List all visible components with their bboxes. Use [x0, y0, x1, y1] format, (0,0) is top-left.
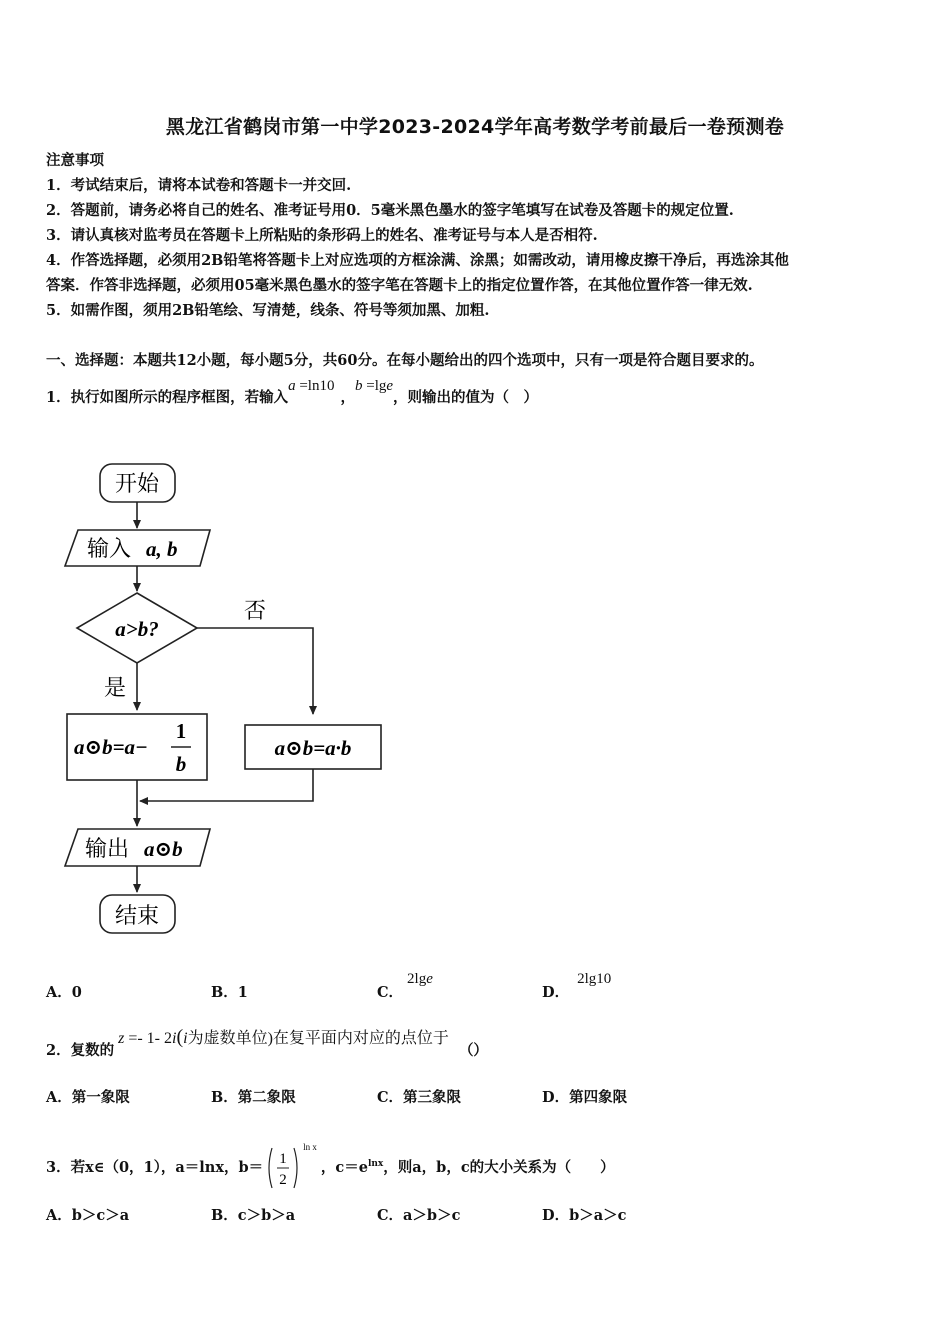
no-box-expr: a⊙b=a·b: [274, 736, 352, 760]
no-label: 否: [244, 599, 267, 624]
q2-option-d: D．第四象限: [542, 1089, 628, 1106]
input-label: 输入: [87, 537, 132, 562]
output-label: 输出: [85, 837, 130, 862]
q2-option-c: C．第三象限: [377, 1089, 462, 1106]
section-heading: 一、选择题：本题共12小题，每小题5分，共60分。在每小题给出的四个选项中，只有一项是符合题目要求的。: [46, 352, 764, 369]
q2-option-b: B．第二象限: [211, 1089, 296, 1106]
q1-option-d: D．2lg10: [542, 971, 612, 1001]
question-2: [46, 1026, 488, 1061]
yes-box-frac-den: b: [175, 752, 187, 776]
q2-option-a: A．第一象限: [46, 1089, 130, 1106]
notice-heading: 注意事项: [46, 152, 104, 169]
svg-text:2: 2: [279, 1172, 287, 1188]
q1-comma: ，: [340, 389, 355, 406]
start-label: 开始: [114, 472, 160, 497]
page-title: 黑龙江省鹤岗市第一中学2023-2024学年高考数学考前最后一卷预测卷: [165, 116, 785, 138]
input-vars: a, b: [146, 537, 178, 561]
q3-prefix: 3．若x∈（0，1），a＝lnx，b＝: [46, 1159, 264, 1176]
condition-label: a>b?: [115, 617, 159, 641]
q3-b-exponent: ln x: [303, 1142, 317, 1152]
end-label: 结束: [114, 904, 160, 929]
q1-a-expr: a =ln10: [288, 378, 335, 394]
yes-label: 是: [104, 676, 127, 701]
notice-item-2: 2．答题前，请务必将自己的姓名、准考证号用0．5毫米黑色墨水的签字笔填写在试卷及答题卡的规定位置.: [46, 202, 734, 219]
q3-option-a: A．b＞c＞a: [46, 1207, 130, 1224]
yes-box-expr: a⊙b=a−: [74, 735, 148, 759]
q3-mid: ，c＝e: [320, 1159, 368, 1176]
q1-prefix: 1．执行如图所示的程序框图，若输入: [46, 389, 289, 406]
q1-b-expr: b =lge: [354, 378, 394, 394]
question-3: [46, 1144, 615, 1192]
q1-option-b: B．1: [211, 984, 248, 1001]
q3-suffix: ，则a，b，c的大小关系为（ ）: [383, 1159, 615, 1176]
notice-item-5: 5．如需作图，须用2B铅笔绘、写清楚，线条、符号等须加黑、加粗.: [46, 302, 490, 319]
notice-item-1: 1．考试结束后，请将本试卷和答题卡一并交回.: [46, 177, 352, 194]
q2-suffix: （）: [458, 1042, 488, 1059]
flowchart: [60, 458, 400, 940]
svg-text:1: 1: [279, 1151, 287, 1167]
notice-item-3: 3．请认真核对监考员在答题卡上所粘贴的条形码上的姓名、准考证号与本人是否相符.: [46, 227, 598, 244]
yes-box-frac-num: 1: [175, 719, 187, 743]
q1-option-c: C．2lge: [377, 971, 433, 1001]
q1-suffix: ，则输出的值为（ ）: [393, 389, 539, 406]
output-expr: a⊙b: [144, 837, 183, 861]
notice-item-4: 4．作答选择题，必须用2B铅笔将答题卡上对应选项的方框涂满、涂黑；如需改动，请用橡皮擦干净后，再选涂其他: [46, 252, 789, 269]
q3-option-c: C．a＞b＞c: [377, 1207, 461, 1224]
q3-half-fraction: [265, 1144, 301, 1192]
q3-c-exponent: lnx: [367, 1159, 384, 1169]
q1-option-a: A．0: [46, 984, 82, 1001]
q2-expr: z =- 1- 2i(i为虚数单位)在复平面内对应的点位于: [118, 1026, 449, 1048]
question-1: [46, 378, 539, 408]
q3-option-d: D．b＞a＞c: [542, 1207, 627, 1224]
q3-option-b: B．c＞b＞a: [211, 1207, 296, 1224]
notice-item-4-cont: 答案．作答非选择题，必须用05毫米黑色墨水的签字笔在答题卡上的指定位置作答，在其他位置作答一律无效.: [46, 277, 753, 294]
q2-prefix: 2．复数的: [46, 1042, 115, 1059]
